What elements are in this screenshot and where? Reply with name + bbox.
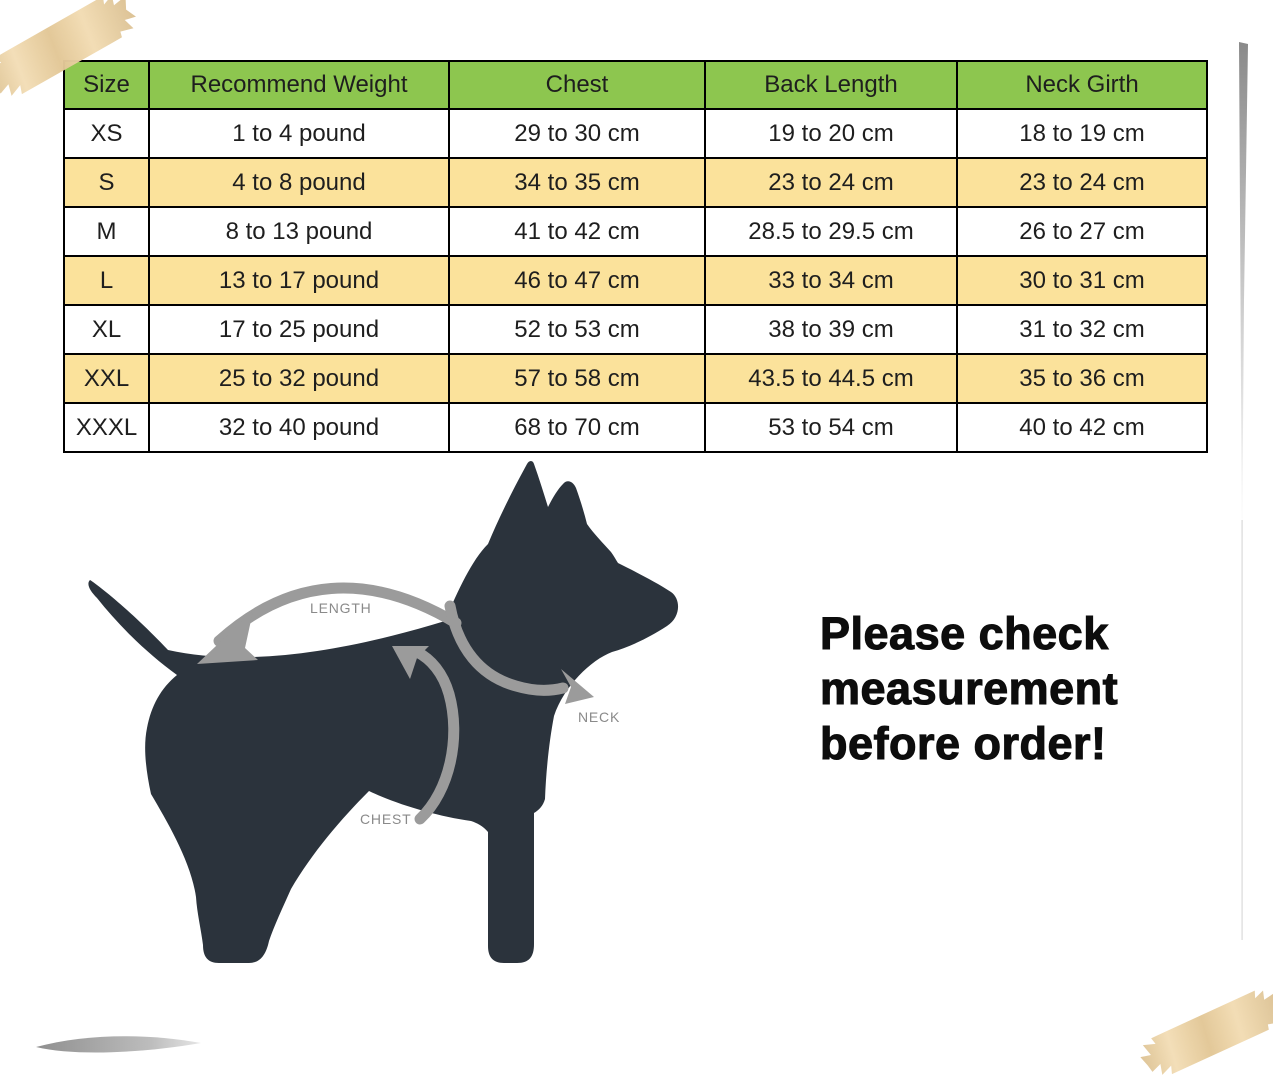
table-cell: 1 to 4 pound <box>149 109 449 158</box>
chest-label: CHEST <box>360 811 412 827</box>
table-cell: 23 to 24 cm <box>957 158 1207 207</box>
table-cell: 52 to 53 cm <box>449 305 705 354</box>
table-cell: 35 to 36 cm <box>957 354 1207 403</box>
header-cell-size: Size <box>64 61 149 109</box>
table-cell: 26 to 27 cm <box>957 207 1207 256</box>
table-cell: 46 to 47 cm <box>449 256 705 305</box>
table-cell: 18 to 19 cm <box>957 109 1207 158</box>
table-cell: 53 to 54 cm <box>705 403 957 452</box>
table-cell: 33 to 34 cm <box>705 256 957 305</box>
table-cell: 57 to 58 cm <box>449 354 705 403</box>
table-cell: XXL <box>64 354 149 403</box>
note-line-3: before order! <box>820 718 1107 769</box>
header-cell-weight: Recommend Weight <box>149 61 449 109</box>
page-curl-shadow-right <box>1239 42 1248 560</box>
table-cell: 32 to 40 pound <box>149 403 449 452</box>
note-line-1: Please check <box>820 608 1109 659</box>
table-cell: 30 to 31 cm <box>957 256 1207 305</box>
table-cell: XXXL <box>64 403 149 452</box>
length-arrowhead-icon <box>197 611 258 664</box>
page-edge-line-right <box>1241 520 1242 940</box>
note-line-2: measurement <box>820 663 1119 714</box>
table-cell: L <box>64 256 149 305</box>
header-cell-neck-girth: Neck Girth <box>957 61 1207 109</box>
table-cell: M <box>64 207 149 256</box>
table-cell: 40 to 42 cm <box>957 403 1207 452</box>
table-cell: 28.5 to 29.5 cm <box>705 207 957 256</box>
table-cell: XS <box>64 109 149 158</box>
table-cell: 31 to 32 cm <box>957 305 1207 354</box>
table-cell: S <box>64 158 149 207</box>
table-cell: 23 to 24 cm <box>705 158 957 207</box>
table-cell: 4 to 8 pound <box>149 158 449 207</box>
header-cell-chest: Chest <box>449 61 705 109</box>
table-cell: 8 to 13 pound <box>149 207 449 256</box>
table-cell: 19 to 20 cm <box>705 109 957 158</box>
table-cell: 17 to 25 pound <box>149 305 449 354</box>
table-cell: 25 to 32 pound <box>149 354 449 403</box>
table-cell: 29 to 30 cm <box>449 109 705 158</box>
table-cell: 43.5 to 44.5 cm <box>705 354 957 403</box>
table-cell: XL <box>64 305 149 354</box>
note-text <box>820 606 1118 771</box>
length-label: LENGTH <box>310 600 372 616</box>
page-shadow-bottom-left <box>36 1036 201 1052</box>
table-cell: 34 to 35 cm <box>449 158 705 207</box>
table-cell: 13 to 17 pound <box>149 256 449 305</box>
neck-label: NECK <box>578 709 621 725</box>
table-cell: 68 to 70 cm <box>449 403 705 452</box>
table-cell: 41 to 42 cm <box>449 207 705 256</box>
header-cell-back-length: Back Length <box>705 61 957 109</box>
table-cell: 38 to 39 cm <box>705 305 957 354</box>
